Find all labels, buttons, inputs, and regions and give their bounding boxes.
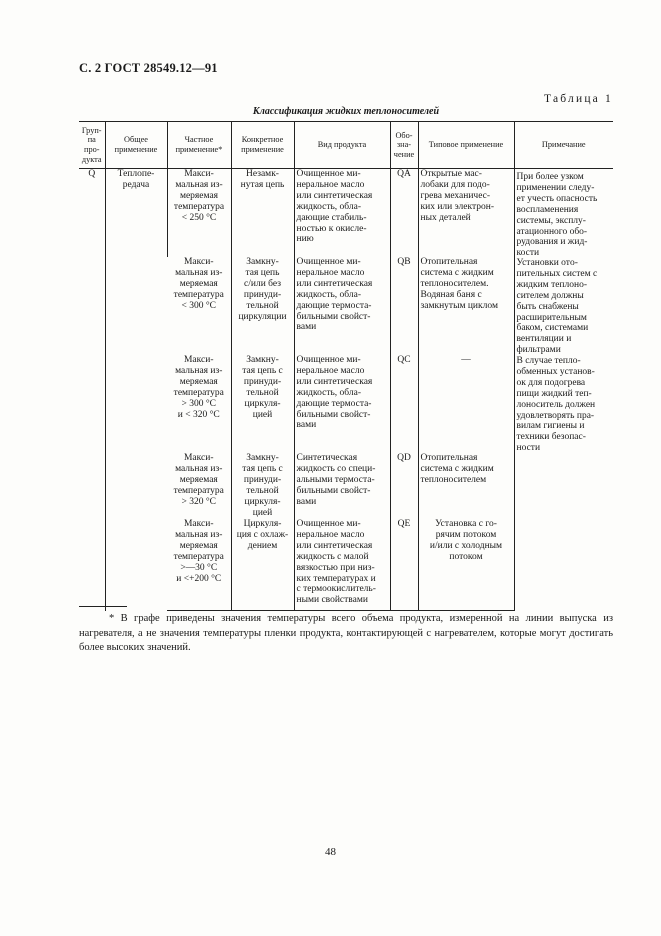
classification-table <box>79 121 613 611</box>
particular-cell: Макси- мальная из- меряемая температура < 300 °С <box>173 257 224 311</box>
specific-cell: Незамк- нутая цепь <box>231 169 294 258</box>
table-caption: Классификация жидких теплоносителей <box>252 106 440 117</box>
particular-cell: Макси- мальная из- меряемая температура > 320 °С <box>173 453 224 507</box>
col-header-general: Общее применение <box>105 122 167 169</box>
note-cell <box>514 169 613 611</box>
particular-cell: Макси- мальная из- меряемая температура >—30 °С и <+200 °С <box>167 519 231 611</box>
typical-cell: Открытые мас- лобаки для подо- грева механичес- ких или электрон- ных деталей <box>418 169 514 258</box>
typical-cell: — <box>418 355 514 453</box>
col-header-typical: Типовое применение <box>418 122 514 169</box>
particular-cell: Макси- мальная из- меряемая температура > 300 °С и < 320 °С <box>173 355 224 420</box>
note-1: При более узком применении следу- ет учесть опасность воспламенения системы, эксплу- атационного обо- рудования и жид- кости <box>516 172 598 259</box>
product-cell: Синтетическая жидкость со специ- альными термоста- бильными свойст- вами <box>294 453 390 519</box>
specific-cell: Замкну- тая цепь с принуди- тельной циркуля- цией <box>231 453 294 519</box>
product-cell: Очищенное ми- неральное масло или синтетическая жидкость с малой вязкостью при низ- ких температурах и с термоокислитель- ными свойствами <box>294 519 390 611</box>
page-number: 48 <box>325 846 336 858</box>
col-header-product: Вид продукта <box>294 122 390 169</box>
col-header-specific: Конкретное применение <box>231 122 294 169</box>
specific-cell: Замкну- тая цепь с/или без принуди- тельной циркуляции <box>231 257 294 355</box>
note-2: Установки отo- пительных систем с жидким теплоно- сителем должны быть снабжены расширительным баком, системами вентиляции и фильтрами <box>516 258 598 356</box>
table-row <box>79 169 613 258</box>
particular-cell: Макси- мальная из- меряемая температура < 250 °С <box>167 169 231 258</box>
code-cell: QA <box>390 169 418 258</box>
specific-cell: Циркуля- ция с охлаж- дением <box>231 519 294 611</box>
code-cell: QE <box>390 519 418 611</box>
col-header-particular: Частное применение* <box>167 122 231 169</box>
group-cell: Q <box>88 169 96 179</box>
code-cell: QB <box>390 257 418 355</box>
col-header-code: Обо- зна- чение <box>390 122 418 169</box>
code-cell: QD <box>390 453 418 519</box>
table-header-row <box>79 122 613 169</box>
note-3: В случае тепло- обменных установ- ок для подогрева пищи жидкий теп- лоноситель должен удовлетворять пра- вилам гигиены и техники безопас- ности <box>516 356 596 454</box>
col-header-note: Примечание <box>514 122 613 169</box>
col-header-group: Груп- па про- дукта <box>79 122 105 169</box>
product-cell: Очищенное ми- неральное масло или синтетическая жидкость, обла- дающие термоста- бильными свойст- вами <box>294 257 390 355</box>
general-cell: Теплопе- редача <box>105 169 167 611</box>
page-header: С. 2 ГОСТ 28549.12—91 <box>79 61 218 75</box>
table-number: Таблица 1 <box>544 93 613 105</box>
product-cell: Очищенное ми- неральное масло или синтетическая жидкость, обла- дающие термоста- бильными свойст- вами <box>294 355 390 453</box>
code-cell: QC <box>390 355 418 453</box>
typical-cell: Отопительная система с жидким теплоносителем <box>418 453 514 519</box>
product-cell: Очищенное ми- неральное масло или синтетическая жидкость, обла- дающие стабиль- ностью к окисле- нию <box>294 169 390 258</box>
specific-cell: Замкну- тая цепь с принуди- тельной циркуля- цией <box>231 355 294 453</box>
typical-cell: Отопительная система с жидким теплоносителем. Водяная баня с замкнутым циклом <box>418 257 514 355</box>
typical-cell: Установка с го- рячим потоком и/или с холодным потоком <box>418 519 514 611</box>
footnote: * В графе приведены значения температуры всего объема продукта, измеренной на линии выпуска из нагревателя, а не значения температуры пленки продукта, контактирующей с нагревателем, которые могут достигать более высоких значений. <box>79 613 613 653</box>
footnote-divider <box>79 606 127 607</box>
